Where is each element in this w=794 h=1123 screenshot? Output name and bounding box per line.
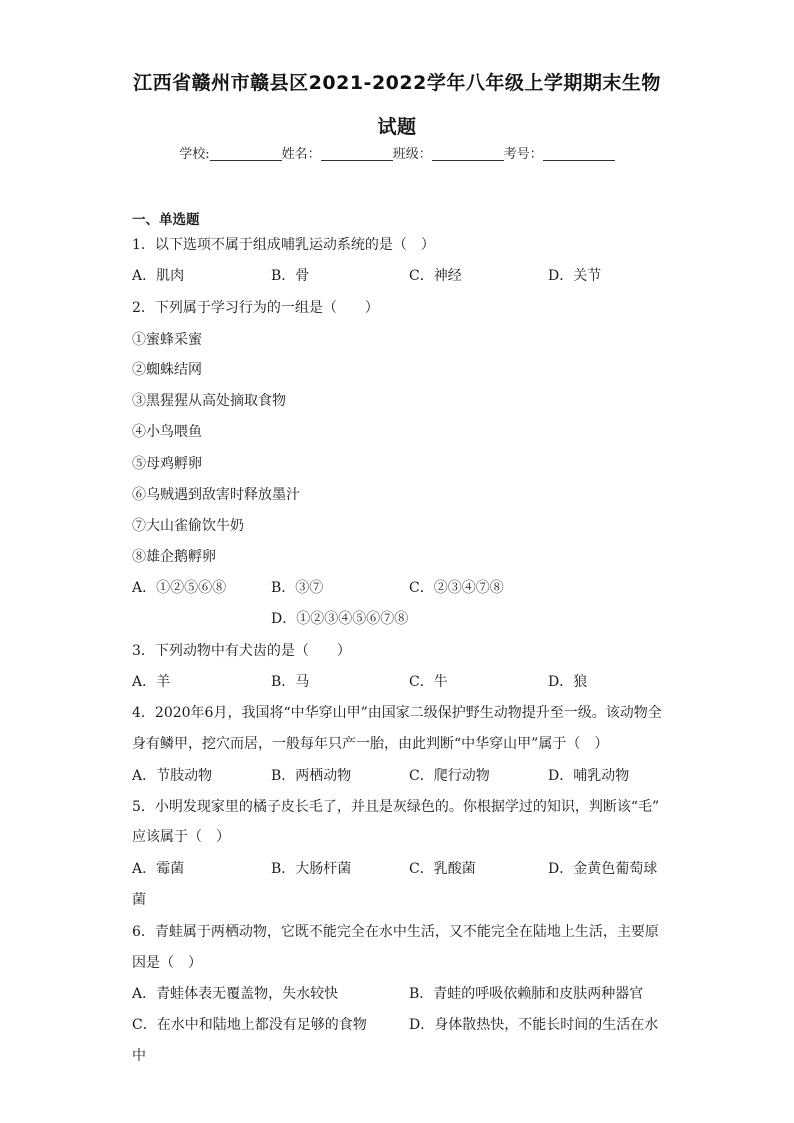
option-b[interactable]: B．马 (271, 674, 310, 690)
option-a[interactable]: A．羊 (132, 674, 171, 690)
question-5-option-wrap: 菌 (132, 892, 146, 908)
question-5-stem-line2: 应该属于（ ） (132, 829, 230, 845)
school-label: 学校: (179, 147, 210, 162)
id-blank[interactable] (543, 146, 615, 161)
question-6-stem-line1: 6．青蛙属于两栖动物，它既不能完全在水中生活，又不能完全在陆地上生活，主要原 (132, 924, 659, 940)
option-c[interactable]: C．乳酸菌 (409, 861, 476, 877)
question-4-options (132, 765, 672, 785)
option-b[interactable]: B．两栖动物 (271, 768, 352, 784)
question-4-stem-line2: 身有鳞甲，挖穴而居，一般每年只产一胎，由此判断“中华穿山甲”属于（ ） (132, 736, 609, 752)
option-a[interactable]: A．青蛙体表无覆盖物，失水较快 (132, 986, 339, 1002)
option-d[interactable]: D．身体散热快，不能长时间的生活在水 (409, 1017, 659, 1033)
question-3-stem: 3．下列动物中有犬齿的是（ ） (132, 643, 351, 659)
option-b[interactable]: B．青蛙的呼吸依赖肺和皮肤两种器官 (409, 986, 644, 1002)
exam-title-line2: 试题 (377, 116, 417, 138)
option-a[interactable]: A．节肢动物 (132, 768, 213, 784)
question-6-option-wrap: 中 (132, 1048, 146, 1064)
option-c[interactable]: C．神经 (409, 268, 462, 284)
option-d[interactable]: D．哺乳动物 (548, 768, 630, 784)
option-c[interactable]: C．牛 (409, 674, 448, 690)
option-a[interactable]: A．①②⑤⑥⑧ (132, 580, 227, 596)
school-blank[interactable] (210, 146, 282, 161)
list-item: ⑥乌贼遇到敌害时释放墨汁 (132, 487, 300, 503)
option-a[interactable]: A．肌肉 (132, 268, 185, 284)
option-c[interactable]: C．在水中和陆地上都没有足够的食物 (132, 1017, 367, 1033)
question-5-stem-line1: 5．小明发现家里的橘子皮长毛了，并且是灰绿色的。你根据学过的知识，判断该“毛” (132, 799, 660, 815)
question-6-options-row1 (132, 983, 672, 1003)
question-2-options (132, 577, 672, 597)
list-item: ⑧雄企鹅孵卵 (132, 549, 216, 565)
section-title: 一、单选题 (132, 212, 200, 228)
option-d[interactable]: D．狼 (548, 674, 588, 690)
student-info-row (0, 143, 794, 162)
question-4-stem-line1: 4．2020年6月，我国将“中华穿山甲”由国家二级保护野生动物提升至一级。该动物全 (132, 705, 662, 721)
name-blank[interactable] (321, 146, 393, 161)
option-c[interactable]: C．爬行动物 (409, 768, 490, 784)
option-c[interactable]: C．②③④⑦⑧ (409, 580, 504, 596)
list-item: ④小鸟喂鱼 (132, 424, 202, 440)
option-d[interactable]: D．关节 (548, 268, 602, 284)
name-label: 姓名： (281, 147, 321, 162)
question-2-options-row2 (132, 608, 672, 628)
list-item: ②蜘蛛结网 (132, 362, 202, 378)
option-b[interactable]: B．大肠杆菌 (271, 861, 352, 877)
option-d[interactable]: D．①②③④⑤⑥⑦⑧ (271, 611, 409, 627)
id-label: 考号： (503, 147, 543, 162)
question-2-stem: 2．下列属于学习行为的一组是（ ） (132, 300, 379, 316)
list-item: ⑦大山雀偷饮牛奶 (132, 518, 244, 534)
list-item: ③黑猩猩从高处摘取食物 (132, 393, 286, 409)
question-1-options (132, 265, 672, 285)
option-b[interactable]: B．③⑦ (271, 580, 324, 596)
question-3-options (132, 671, 672, 691)
class-blank[interactable] (432, 146, 504, 161)
option-d[interactable]: D．金黄色葡萄球 (548, 861, 658, 877)
question-6-stem-line2: 因是（ ） (132, 955, 202, 971)
class-label: 班级： (392, 147, 432, 162)
exam-title-line1: 江西省赣州市赣县区2021-2022学年八年级上学期期末生物 (133, 72, 661, 94)
option-b[interactable]: B．骨 (271, 268, 310, 284)
question-5-options (132, 858, 672, 878)
list-item: ①蜜蜂采蜜 (132, 332, 202, 348)
list-item: ⑤母鸡孵卵 (132, 456, 202, 472)
question-6-options-row2 (132, 1014, 672, 1034)
option-a[interactable]: A．霉菌 (132, 861, 185, 877)
question-1-stem: 1．以下选项不属于组成哺乳运动系统的是（ ） (132, 237, 435, 253)
